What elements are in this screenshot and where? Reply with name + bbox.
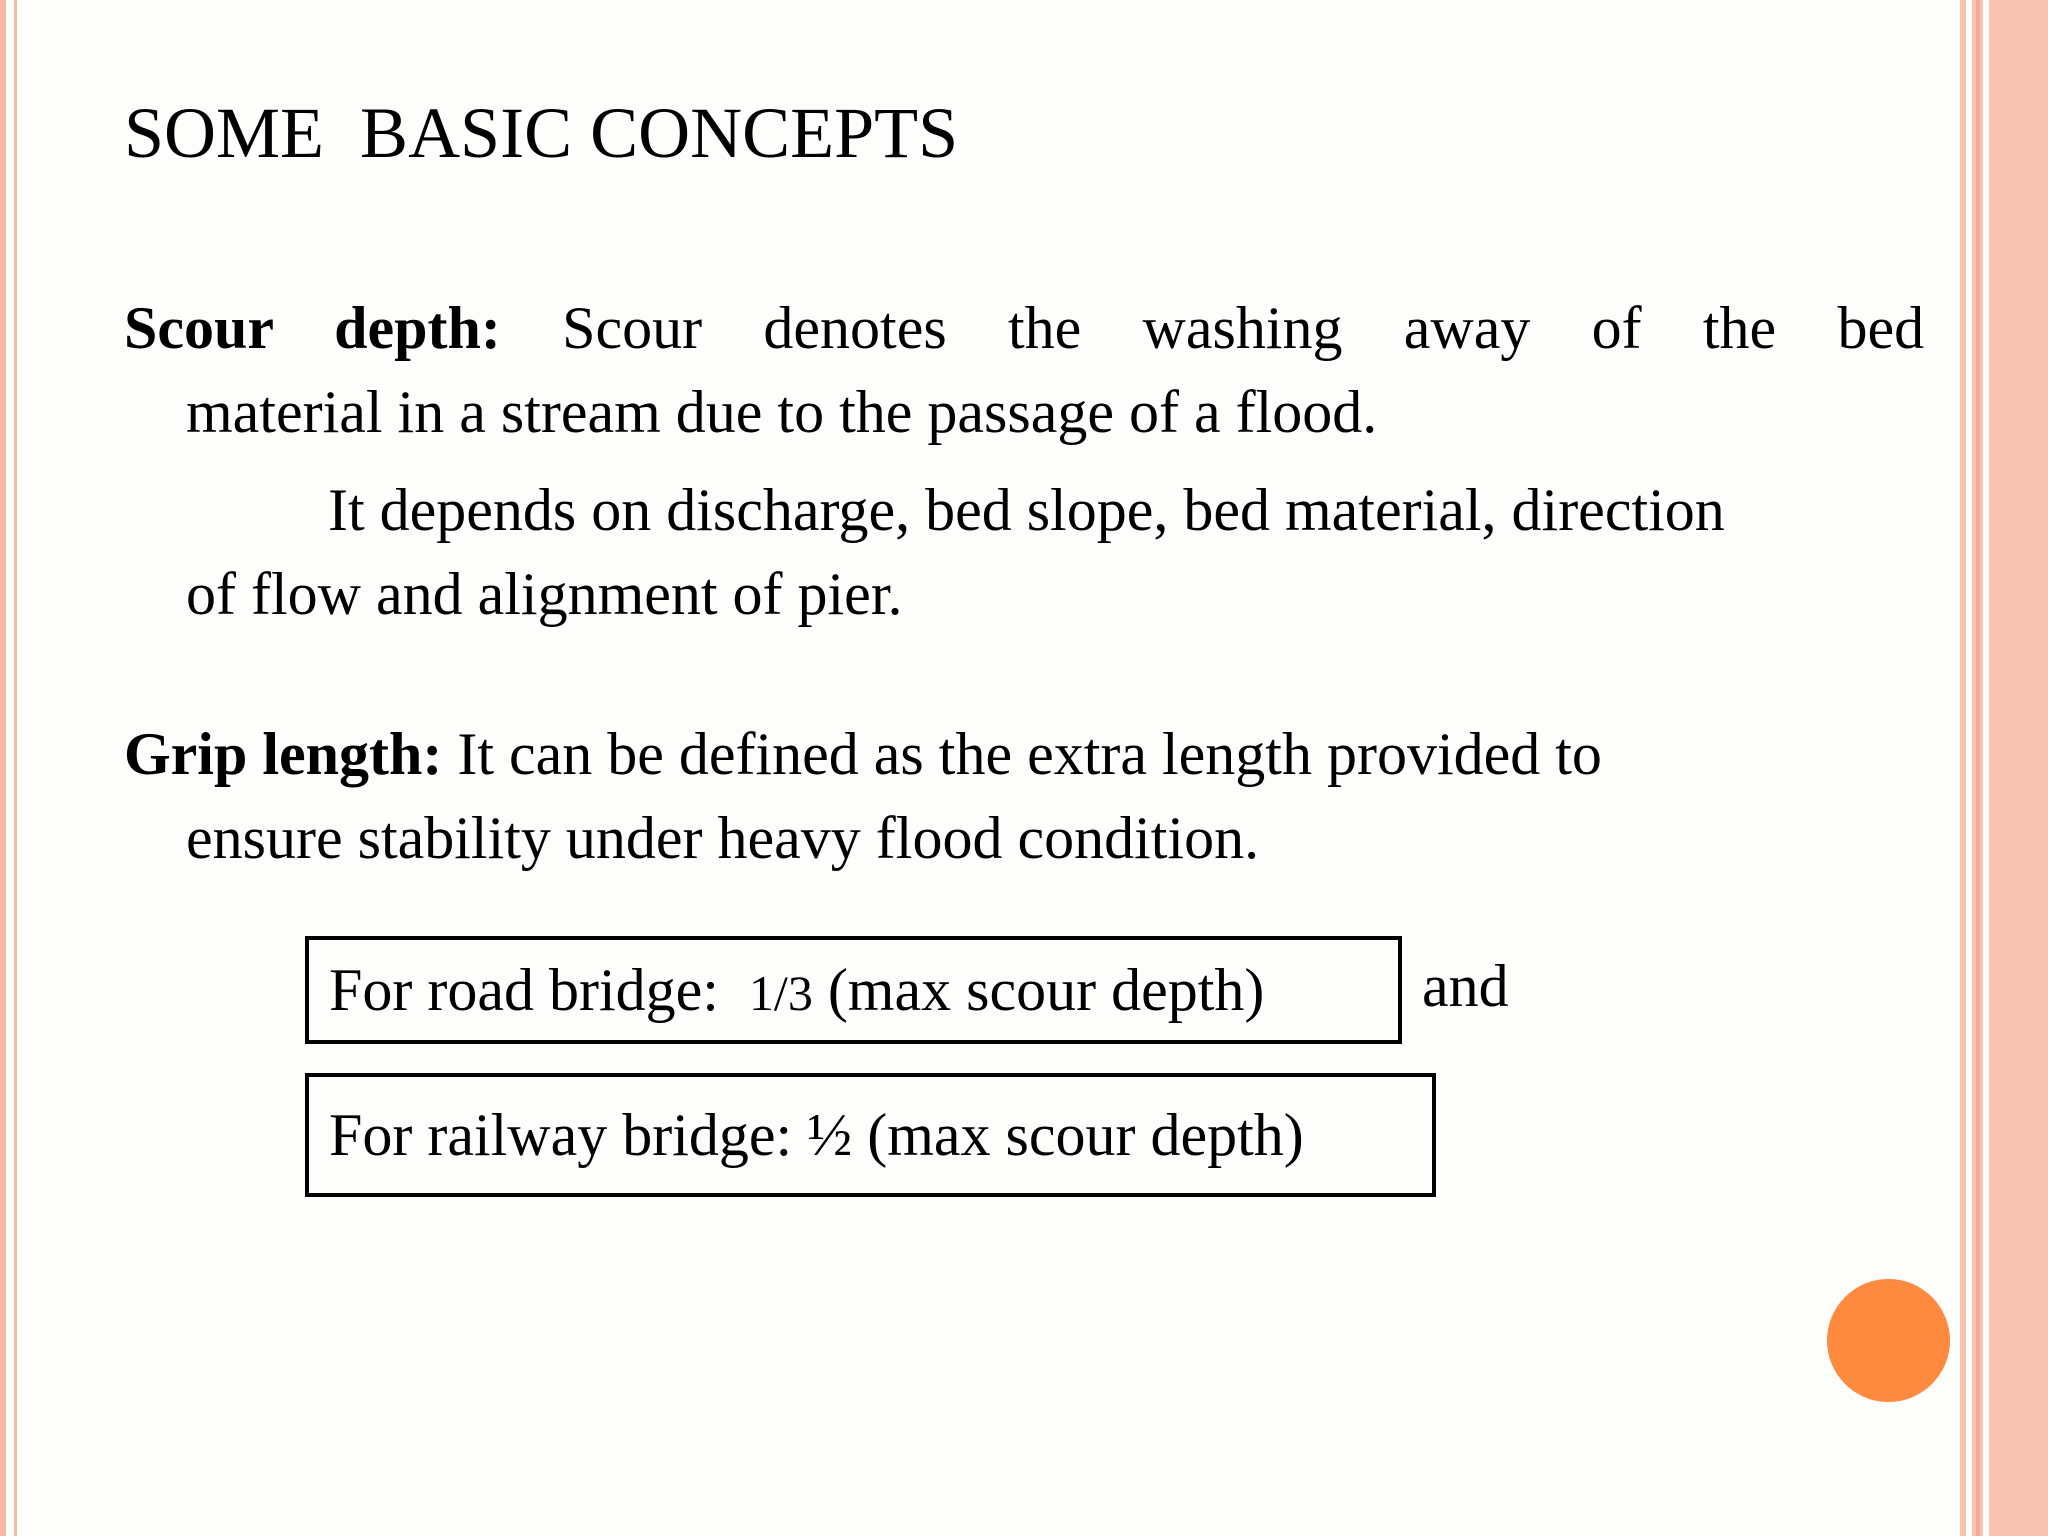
grip-length-paragraph <box>124 712 1924 880</box>
railway-bridge-label: For railway bridge: <box>329 1102 808 1168</box>
word: the <box>1007 295 1082 361</box>
road-bridge-box <box>305 936 1402 1044</box>
word: Scour <box>562 295 703 361</box>
scour-depth-term: Scour depth: <box>124 295 501 361</box>
scour-line-3: It depends on discharge, bed slope, bed material, direction <box>328 477 1725 543</box>
road-bridge-label: For road bridge: <box>329 957 749 1023</box>
railway-bridge-value: (max scour depth) <box>852 1102 1304 1168</box>
railway-bridge-fraction: ½ <box>807 1102 853 1168</box>
slide-title: SOME BASIC CONCEPTS <box>124 93 959 173</box>
right-border-gap-2 <box>1983 0 1989 1536</box>
scour-line-1 <box>124 286 1924 370</box>
left-border-stripe <box>0 0 6 1536</box>
grip-line-2: ensure stability under heavy flood condition. <box>186 805 1260 871</box>
grip-line-1 <box>124 712 1924 796</box>
scour-line-2: material in a stream due to the passage of a flood. <box>186 379 1378 445</box>
grip-line-1-text: It can be defined as the extra length provided to <box>442 721 1602 787</box>
grip-length-term: Grip length: <box>124 721 443 787</box>
left-border-line <box>14 0 17 1536</box>
word: washing <box>1142 295 1343 361</box>
right-border-band <box>1960 0 2048 1536</box>
road-bridge-fraction: 1/3 <box>748 965 813 1021</box>
orange-circle-decoration <box>1827 1279 1950 1402</box>
word: away <box>1403 295 1531 361</box>
right-border-line <box>1976 0 1980 1536</box>
railway-bridge-box <box>305 1073 1436 1197</box>
word: of <box>1591 295 1642 361</box>
word: denotes <box>763 295 947 361</box>
scour-line-4: of flow and alignment of pier. <box>186 561 903 627</box>
word: the <box>1702 295 1777 361</box>
word: bed <box>1837 295 1925 361</box>
scour-depth-paragraph <box>124 286 1924 636</box>
and-text: and <box>1422 953 1509 1019</box>
road-bridge-value: (max scour depth) <box>812 957 1265 1023</box>
right-border-gap <box>1966 0 1972 1536</box>
